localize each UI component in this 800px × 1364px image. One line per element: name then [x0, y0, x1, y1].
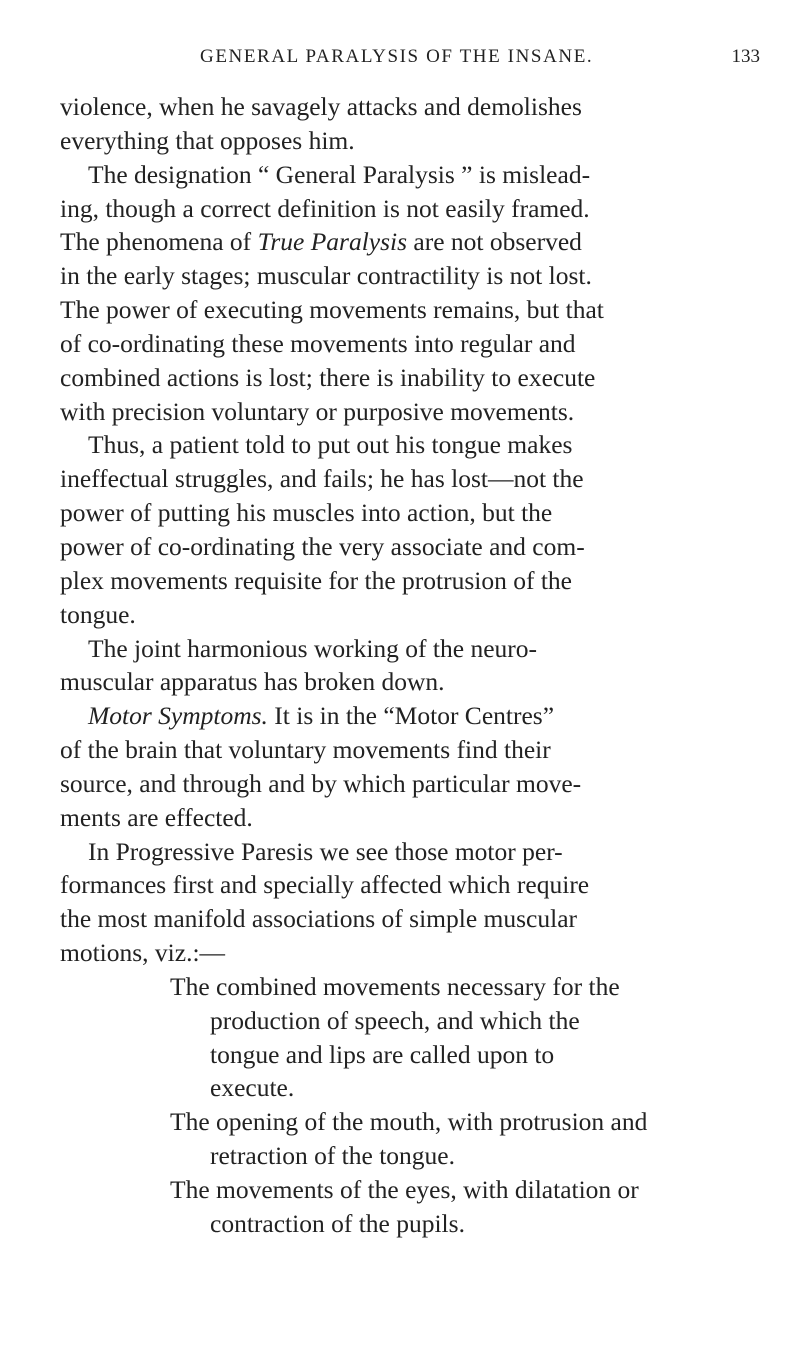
text-line: combined actions is lost; there is inability to execute: [60, 362, 596, 392]
text-line: ments are effected.: [60, 802, 253, 832]
list-item-line: The movements of the eyes, with dilatation or: [170, 1175, 639, 1204]
text-line: power of co-ordinating the very associate and com-: [60, 531, 585, 561]
text-line: motions, viz.:—: [60, 938, 226, 968]
list-item-line: The combined movements necessary for the: [170, 971, 620, 1001]
list-item-line: execute.: [210, 1073, 295, 1103]
italic-heading-motor-symptoms: Motor Symptoms.: [88, 701, 268, 731]
text-line: The designation “ General Paralysis ” is mislead-: [88, 159, 591, 189]
text-line: everything that opposes him.: [60, 125, 355, 155]
page-body: [60, 90, 770, 1241]
text-line: muscular apparatus has broken down.: [60, 667, 445, 697]
text-run: The phenomena of: [60, 227, 258, 257]
list-item-line: The opening of the mouth, with protrusion and: [170, 1107, 648, 1137]
text-line: plex movements requisite for the protrusion of the: [60, 565, 573, 595]
text-line: The joint harmonious working of the neuro-: [88, 633, 537, 663]
text-line: with precision voluntary or purposive movements.: [60, 396, 575, 426]
text-line: ing, though a correct definition is not easily framed.: [60, 193, 590, 223]
text-line: in the early stages; muscular contractility is not lost.: [60, 261, 592, 291]
list-item-line: tongue and lips are called upon to: [210, 1039, 555, 1069]
page-number: 133: [731, 46, 760, 67]
text-line: power of putting his muscles into action, but the: [60, 498, 553, 528]
text-line: Thus, a patient told to put out his tongue makes: [88, 430, 573, 460]
list-item-line: retraction of the tongue.: [210, 1141, 455, 1171]
text-line: the most manifold associations of simple muscular: [60, 904, 577, 934]
running-head: [60, 46, 760, 76]
text-line: violence, when he savagely attacks and demolishes: [60, 92, 582, 121]
text-run: It is in the “Motor Centres”: [267, 701, 555, 731]
text-line: formances first and specially affected which require: [60, 870, 590, 900]
running-title: GENERAL PARALYSIS OF THE INSANE.: [200, 46, 594, 67]
list-item-line: production of speech, and which the: [210, 1005, 580, 1035]
text-line: source, and through and by which particular move-: [60, 768, 582, 798]
text-line: of the brain that voluntary movements find their: [60, 735, 551, 765]
italic-term-true-paralysis: True Paralysis: [257, 227, 408, 257]
text-line: tongue.: [60, 599, 136, 629]
text-line: ineffectual struggles, and fails; he has lost—not the: [60, 464, 584, 494]
text-run: are not observed: [407, 227, 582, 257]
text-line: of co-ordinating these movements into regular and: [60, 328, 576, 358]
text-line: The power of executing movements remains, but that: [60, 295, 604, 325]
text-line: [60, 225, 770, 259]
text-line: In Progressive Paresis we see those motor per-: [88, 836, 563, 866]
text-line: [60, 699, 770, 733]
list-item-line: contraction of the pupils.: [210, 1208, 465, 1238]
